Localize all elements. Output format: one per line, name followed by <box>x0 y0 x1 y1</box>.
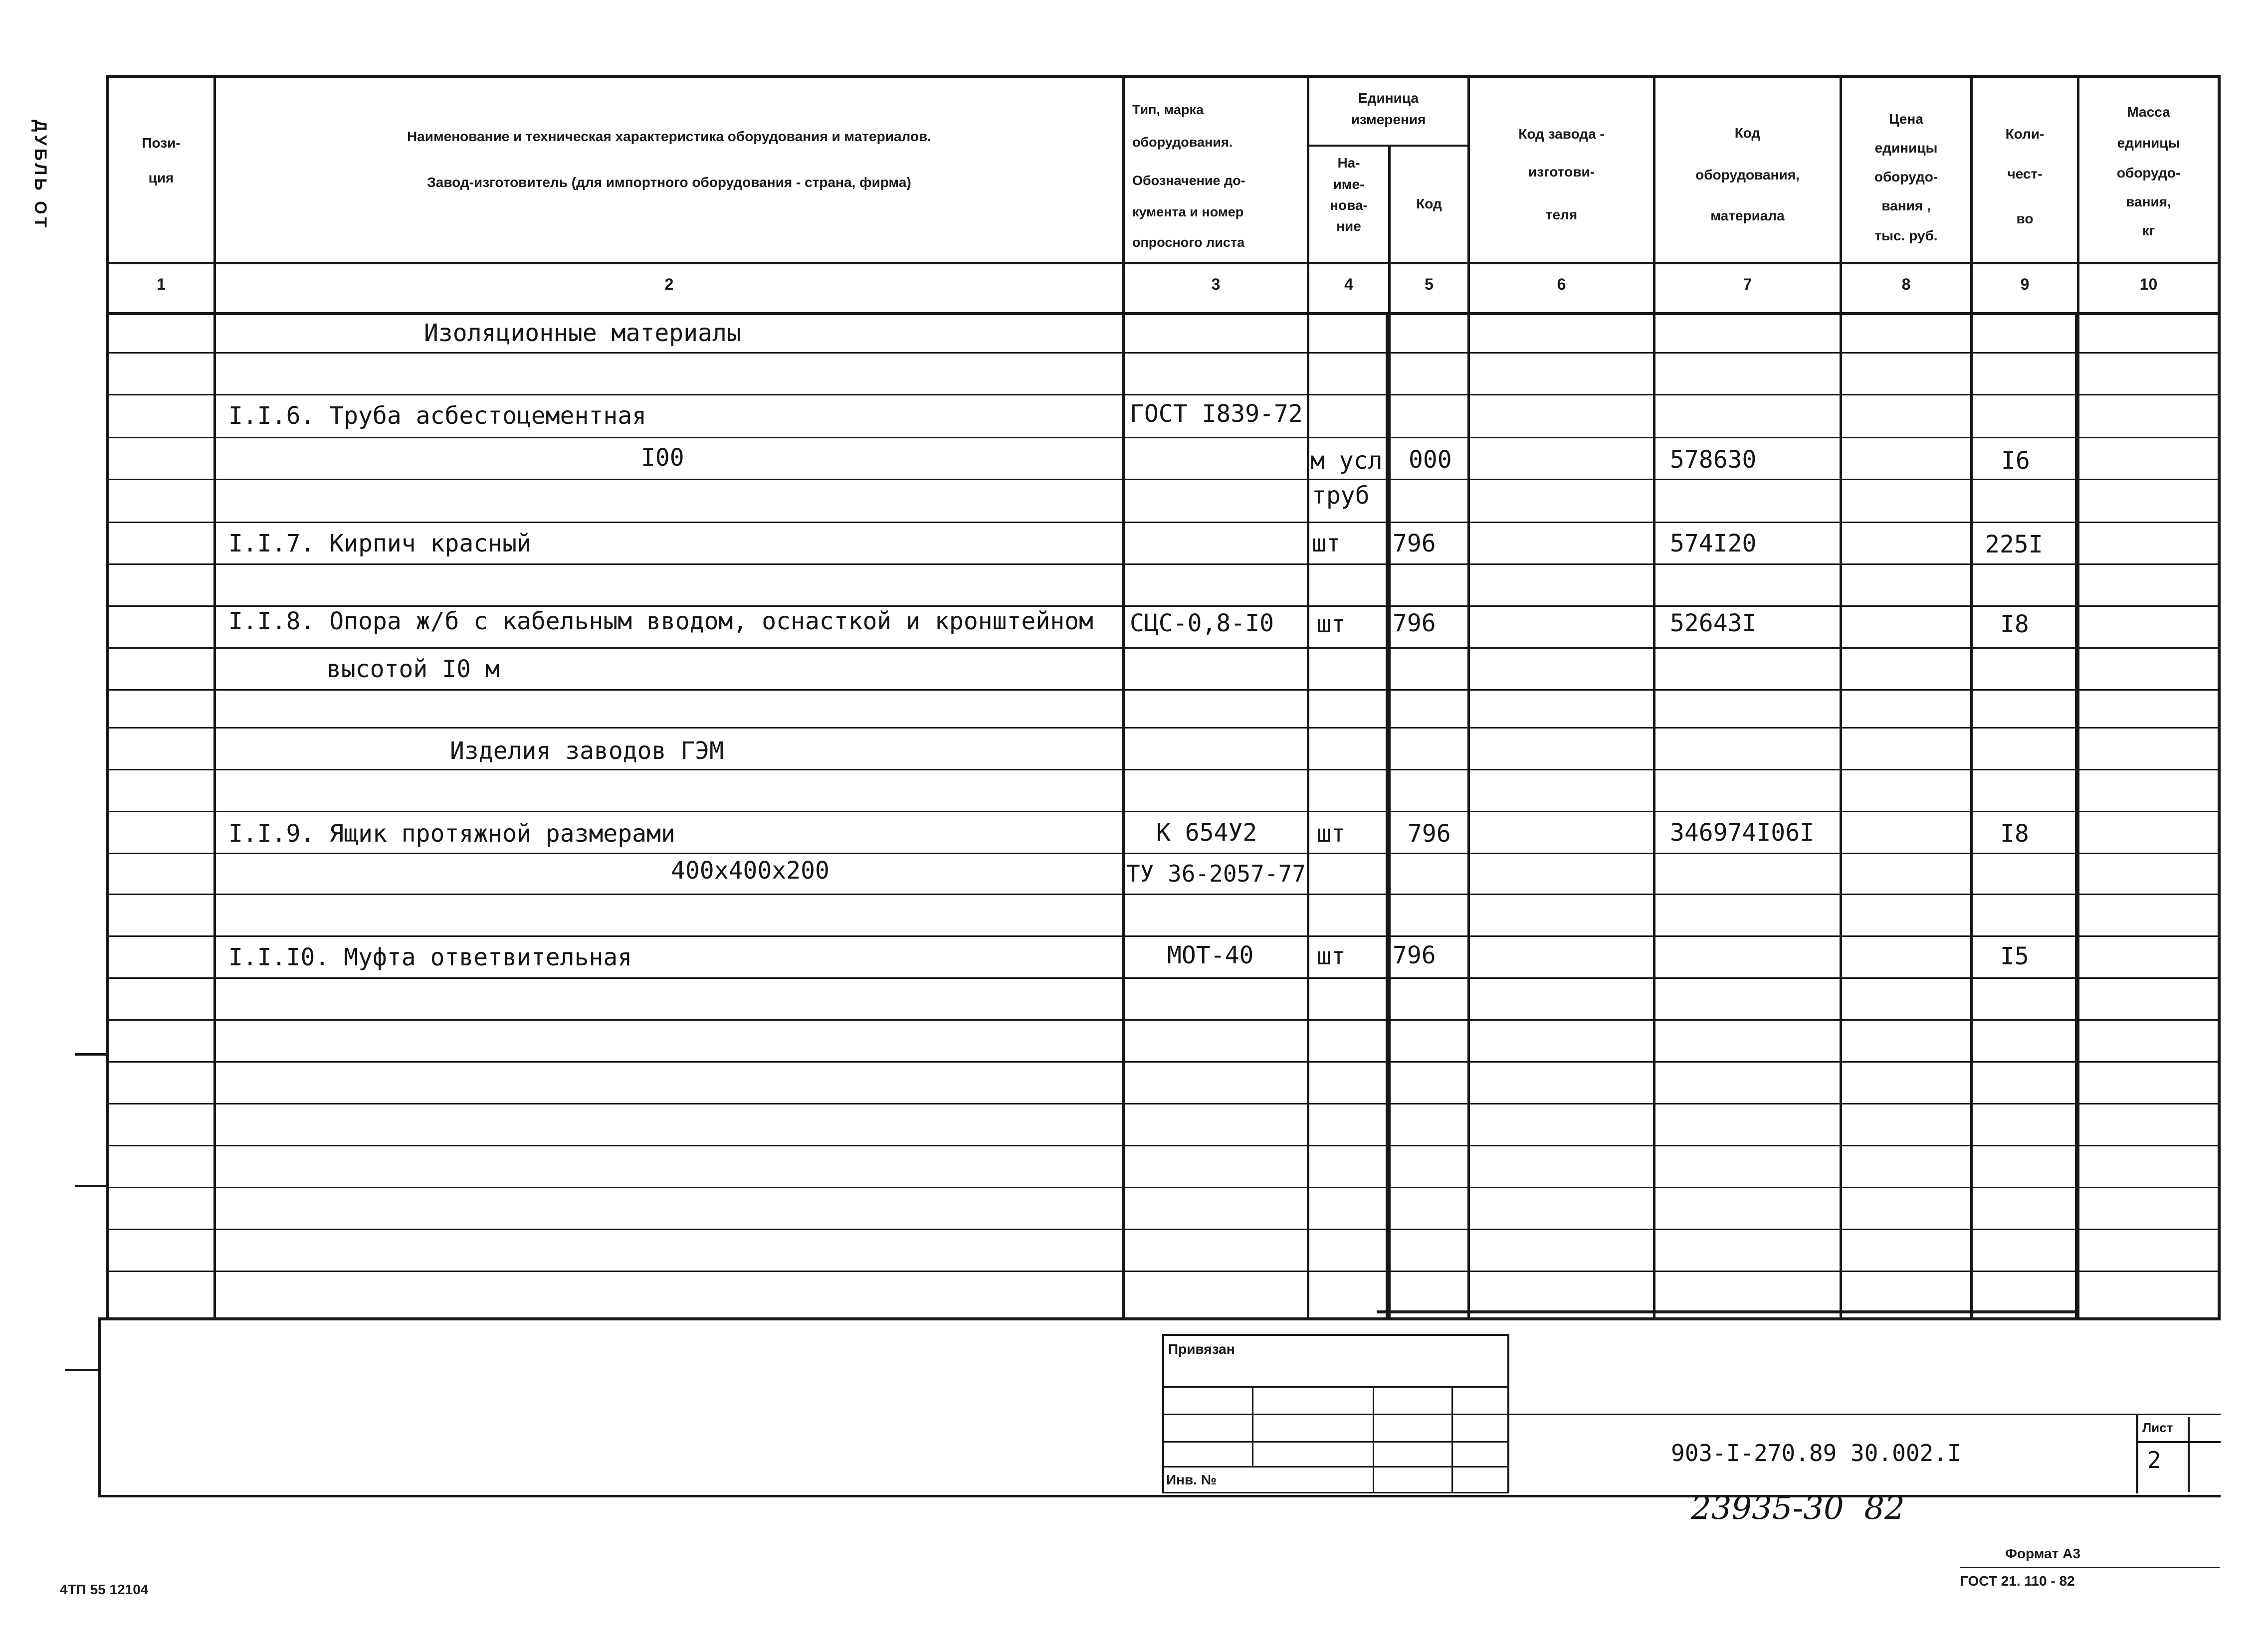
margin-tick <box>75 1053 106 1056</box>
margin-tick <box>75 1185 106 1187</box>
table-row-name: высотой I0 м <box>327 655 500 683</box>
header-col10-line3: оборудо- <box>2116 165 2181 181</box>
table-row-mat-code: 52643I <box>1670 609 1757 637</box>
header-col7-line2: оборудования, <box>1695 167 1800 183</box>
table-row-qty: I8 <box>2000 610 2029 638</box>
table-row-qty: I8 <box>2000 820 2029 848</box>
header-col2-line1: Наименование и техническая характеристика оборудования и материалов. <box>407 129 932 144</box>
header-col8-line4: вания , <box>1881 198 1931 213</box>
handwritten-number: 23935-30 82 <box>1691 1490 1905 1527</box>
header-col3-line5: опросного листа <box>1132 235 1245 250</box>
header-col8-line2: единицы <box>1874 140 1938 156</box>
table-row-type: ГОСТ I839-72 <box>1130 400 1303 428</box>
header-col4-line4: ние <box>1336 218 1361 234</box>
inventory-number-label: Инв. № <box>1166 1472 1217 1487</box>
section-title-insulation: Изоляционные материалы <box>424 319 741 347</box>
col-number-1: 1 <box>157 275 166 293</box>
header-col9-line1: Коли- <box>2005 126 2045 142</box>
col-number-10: 10 <box>2139 275 2158 293</box>
table-row-type: ТУ 36-2057-77 <box>1126 860 1306 887</box>
table-row-mat-code: 574I20 <box>1670 530 1757 557</box>
table-row-unit: шт <box>1317 820 1346 848</box>
format-label: Формат А3 <box>2005 1546 2080 1561</box>
header-col2-line2: Завод-изготовитель (для импортного оборудования - страна, фирма) <box>427 175 911 190</box>
col-number-8: 8 <box>1901 275 1911 293</box>
header-col8-line5: тыс. руб. <box>1874 228 1938 243</box>
header-col6-line1: Код завода - <box>1518 126 1605 142</box>
header-col3-line2: оборудования. <box>1132 135 1233 150</box>
col-number-2: 2 <box>664 275 674 293</box>
margin-rule <box>98 1317 101 1497</box>
col-number-9: 9 <box>2020 275 2030 293</box>
table-row-qty: I6 <box>2001 447 2030 475</box>
header-col6-line3: теля <box>1545 207 1578 222</box>
table-row-code: 000 <box>1409 446 1452 474</box>
document-code: 903-I-270.89 30.002.I <box>1671 1440 1961 1466</box>
margin-tick <box>65 1369 100 1371</box>
col-number-3: 3 <box>1211 275 1221 293</box>
header-col4-line1: На- <box>1337 155 1360 171</box>
header-col3-line4: кумента и номер <box>1132 204 1244 219</box>
header-unit-group-line1: Единица <box>1358 90 1419 106</box>
header-col6-line2: изготови- <box>1528 164 1595 180</box>
table-row-name: 400х400х200 <box>671 857 829 885</box>
table-row-name: I.I.8. Опора ж/б с кабельным вводом, оснасткой и кронштейном <box>228 607 1093 635</box>
table-row-unit: шт <box>1317 610 1346 638</box>
col-number-7: 7 <box>1743 275 1752 293</box>
table-row-name: I.I.7. Кирпич красный <box>228 530 531 557</box>
header-col4-line2: име- <box>1333 177 1365 192</box>
header-col10-line2: единицы <box>2117 135 2180 151</box>
header-col5: Код <box>1416 196 1442 211</box>
table-row-name: I.I.9. Ящик протяжной размерами <box>228 820 675 848</box>
header-col8-line1: Цена <box>1889 111 1923 127</box>
table-row-unit: труб <box>1312 482 1370 510</box>
col-number-6: 6 <box>1557 275 1566 293</box>
table-row-unit: шт <box>1312 530 1341 557</box>
table-row-type: МОТ-40 <box>1167 941 1254 969</box>
table-row-qty: 225I <box>1985 531 2043 558</box>
table-row-type: СЦС-0,8-I0 <box>1130 609 1274 637</box>
header-col10-line5: кг <box>2142 223 2155 238</box>
col-number-5: 5 <box>1425 275 1434 293</box>
side-stamp: ДУБЛЬ ОТ <box>31 120 50 231</box>
table-row-type: К 654У2 <box>1156 819 1257 847</box>
header-col9-line3: во <box>2016 211 2034 226</box>
header-col1-line2: ция <box>148 170 174 185</box>
table-row-qty: I5 <box>2000 942 2029 970</box>
footer-rule <box>1960 1567 2220 1568</box>
sheet-label: Лист <box>2142 1420 2173 1435</box>
header-col9-line2: чест- <box>2007 166 2043 182</box>
header-col3-line3: Обозначение до- <box>1132 173 1245 188</box>
sheet-number: 2 <box>2147 1447 2161 1473</box>
table-row-mat-code: 578630 <box>1670 446 1757 474</box>
table-row-name: I.I.I0. Муфта ответвительная <box>228 943 632 971</box>
table-row-unit: шт <box>1317 942 1346 970</box>
table-row-code: 796 <box>1393 941 1436 969</box>
header-col10-line4: вания, <box>2126 194 2171 209</box>
privyazan-label: Привязан <box>1168 1341 1235 1357</box>
section-title-gem: Изделия заводов ГЭМ <box>450 737 724 765</box>
table-row-code: 796 <box>1408 820 1451 848</box>
table-row-name: I00 <box>641 444 684 472</box>
gost-label: ГОСТ 21. 110 - 82 <box>1960 1573 2075 1589</box>
table-row-code: 796 <box>1393 609 1436 637</box>
document-archive-code: 4ТП 55 12104 <box>60 1582 149 1597</box>
header-col3-line1: Тип, марка <box>1132 102 1204 117</box>
header-unit-group-line2: измерения <box>1351 112 1426 127</box>
table-row-unit: м усл <box>1310 447 1383 475</box>
table-row-name: I.I.6. Труба асбестоцементная <box>228 402 647 430</box>
header-col7-line3: материала <box>1710 208 1785 223</box>
col-number-4: 4 <box>1344 275 1353 293</box>
header-col1-line1: Пози- <box>142 135 181 151</box>
header-col10-line1: Масса <box>2127 104 2170 120</box>
table-row-code: 796 <box>1393 530 1436 557</box>
table-row-mat-code: 346974I06I <box>1670 819 1814 847</box>
header-col8-line3: оборудо- <box>1874 169 1938 184</box>
header-col7-line1: Код <box>1734 125 1761 141</box>
header-col4-line3: нова- <box>1330 197 1368 213</box>
